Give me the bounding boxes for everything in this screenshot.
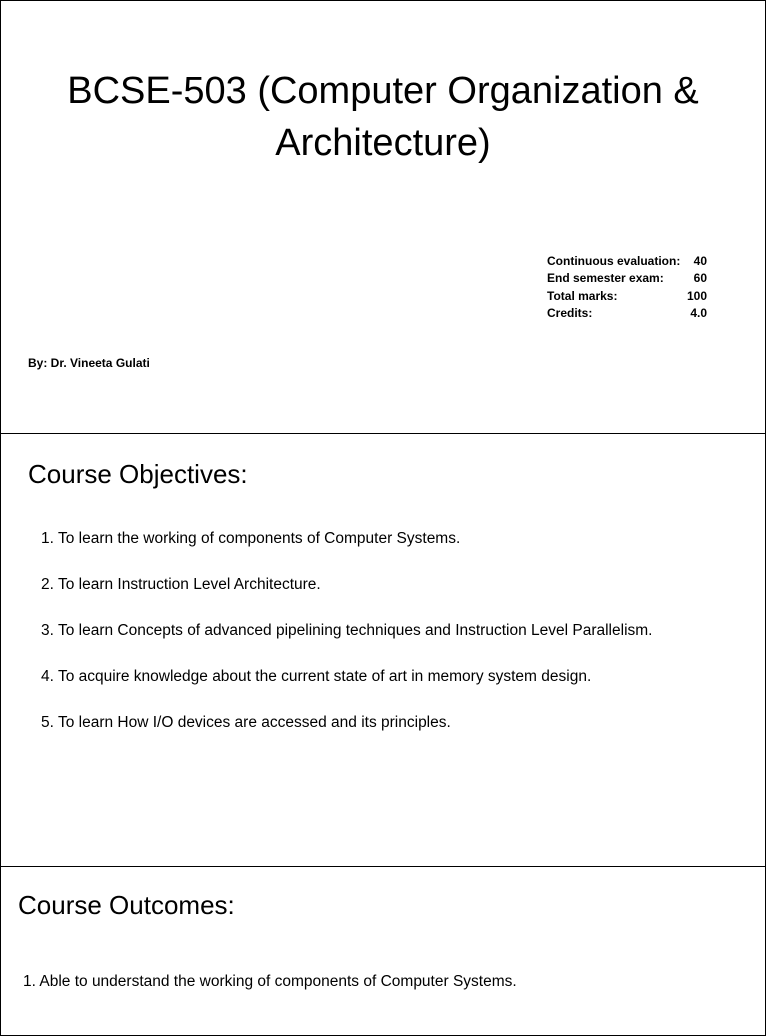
marks-label: Total marks: (547, 288, 618, 303)
marks-breakdown (547, 253, 707, 323)
marks-label: Continuous evaluation: (547, 254, 681, 268)
author-byline: By: Dr. Vineeta Gulati (28, 356, 150, 370)
list-item: 1. Able to understand the working of components of Computer Systems. (23, 973, 517, 990)
marks-row-total-marks (547, 288, 707, 305)
marks-row-credits (547, 305, 707, 322)
slide-course-title (0, 0, 766, 434)
marks-value: 60 (693, 271, 707, 286)
course-title-line-1: BCSE-503 (Computer Organization & (67, 70, 699, 112)
list-item: 1. To learn the working of components of Computer Systems. (41, 530, 461, 547)
marks-value: 4.0 (690, 306, 707, 321)
marks-label: Credits: (547, 306, 593, 321)
objectives-list (41, 530, 652, 760)
marks-value: 40 (693, 254, 707, 268)
course-title (21, 65, 745, 169)
marks-label: End semester exam: (547, 271, 664, 286)
marks-row-end-semester-exam (547, 270, 707, 287)
outcomes-list (23, 973, 517, 991)
outcomes-heading: Course Outcomes: (18, 890, 235, 920)
list-item: 5. To learn How I/O devices are accessed and its principles. (41, 714, 451, 731)
marks-row-continuous-evaluation (547, 253, 707, 270)
slide-course-objectives (0, 433, 766, 867)
course-title-line-2: Architecture) (275, 122, 491, 164)
list-item: 4. To acquire knowledge about the current state of art in memory system design. (41, 668, 592, 685)
marks-value: 100 (686, 288, 707, 303)
slide-course-outcomes (0, 866, 766, 1036)
list-item: 2. To learn Instruction Level Architecture. (41, 576, 321, 593)
list-item: 3. To learn Concepts of advanced pipelining techniques and Instruction Level Parallelism. (41, 622, 653, 639)
objectives-heading: Course Objectives: (28, 459, 248, 489)
